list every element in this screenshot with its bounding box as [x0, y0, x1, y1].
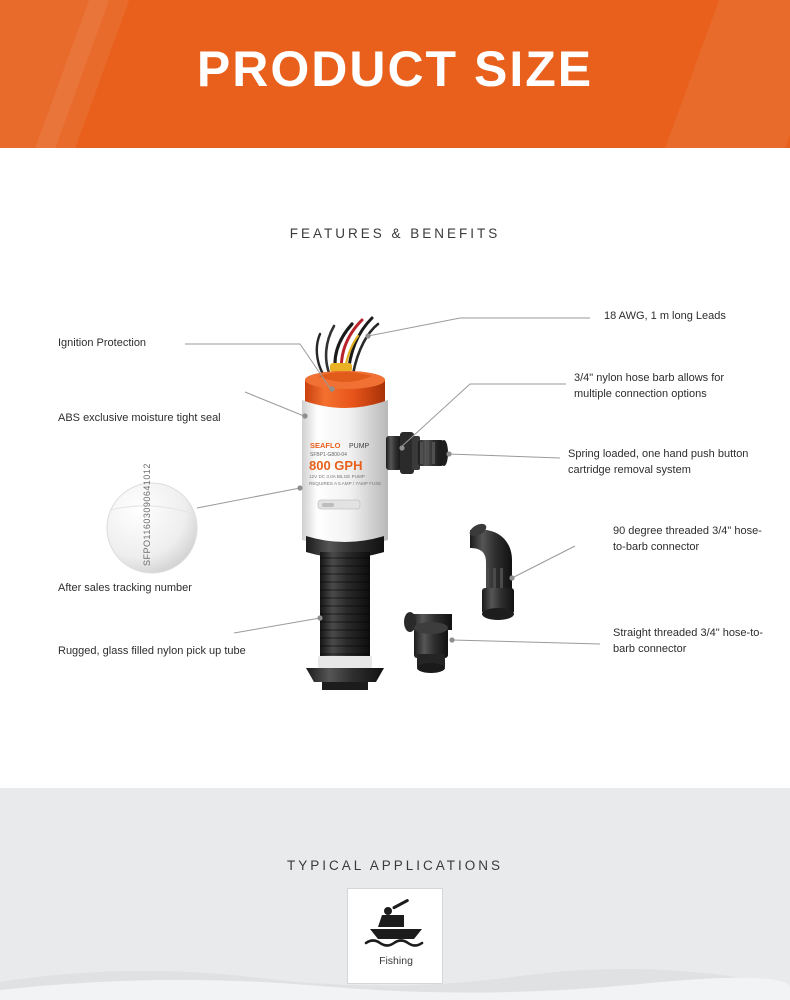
callout-elbow-connector: 90 degree threaded 3/4" hose-to-barb connector	[613, 525, 762, 553]
fishing-boat-icon	[348, 889, 444, 949]
svg-text:SFPO11603090641012: SFPO11603090641012	[142, 463, 152, 566]
callout-ignition-protection: Ignition Protection	[58, 337, 147, 349]
callout-hose-barb: 3/4" nylon hose barb allows for multiple connection options	[574, 372, 725, 400]
svg-text:PUMP: PUMP	[349, 443, 370, 450]
page-title: PRODUCT SIZE	[196, 41, 594, 97]
applications-heading: TYPICAL APPLICATIONS	[286, 858, 504, 873]
svg-text:REQUIRES A 5 AMP / 7AMP FUSE: REQUIRES A 5 AMP / 7AMP FUSE	[309, 481, 382, 486]
svg-text:SFBP1-G800-04: SFBP1-G800-04	[310, 452, 347, 458]
svg-text:12V DC 3.0A BILGE PUMP: 12V DC 3.0A BILGE PUMP	[309, 474, 365, 479]
callout-leads: 18 AWG, 1 m long Leads	[604, 310, 726, 322]
applications-section	[0, 788, 790, 1000]
svg-text:SEAFLO: SEAFLO	[310, 441, 341, 450]
features-section	[0, 148, 790, 788]
svg-text:800 GPH: 800 GPH	[309, 458, 363, 473]
callout-pickup-tube: Rugged, glass filled nylon pick up tube	[58, 645, 246, 657]
callout-tracking-number: After sales tracking number	[58, 582, 192, 594]
features-heading: FEATURES & BENEFITS	[289, 226, 501, 241]
callout-abs-moisture-seal: ABS exclusive moisture tight seal	[58, 412, 221, 424]
callout-cartridge-removal: Spring loaded, one hand push button cartridge removal system	[568, 448, 749, 476]
application-label-fishing: Fishing	[379, 955, 413, 967]
callout-straight-connector: Straight threaded 3/4" hose-to-barb connector	[613, 627, 764, 655]
page-header-banner	[0, 0, 790, 148]
wave-decoration	[0, 956, 790, 1000]
